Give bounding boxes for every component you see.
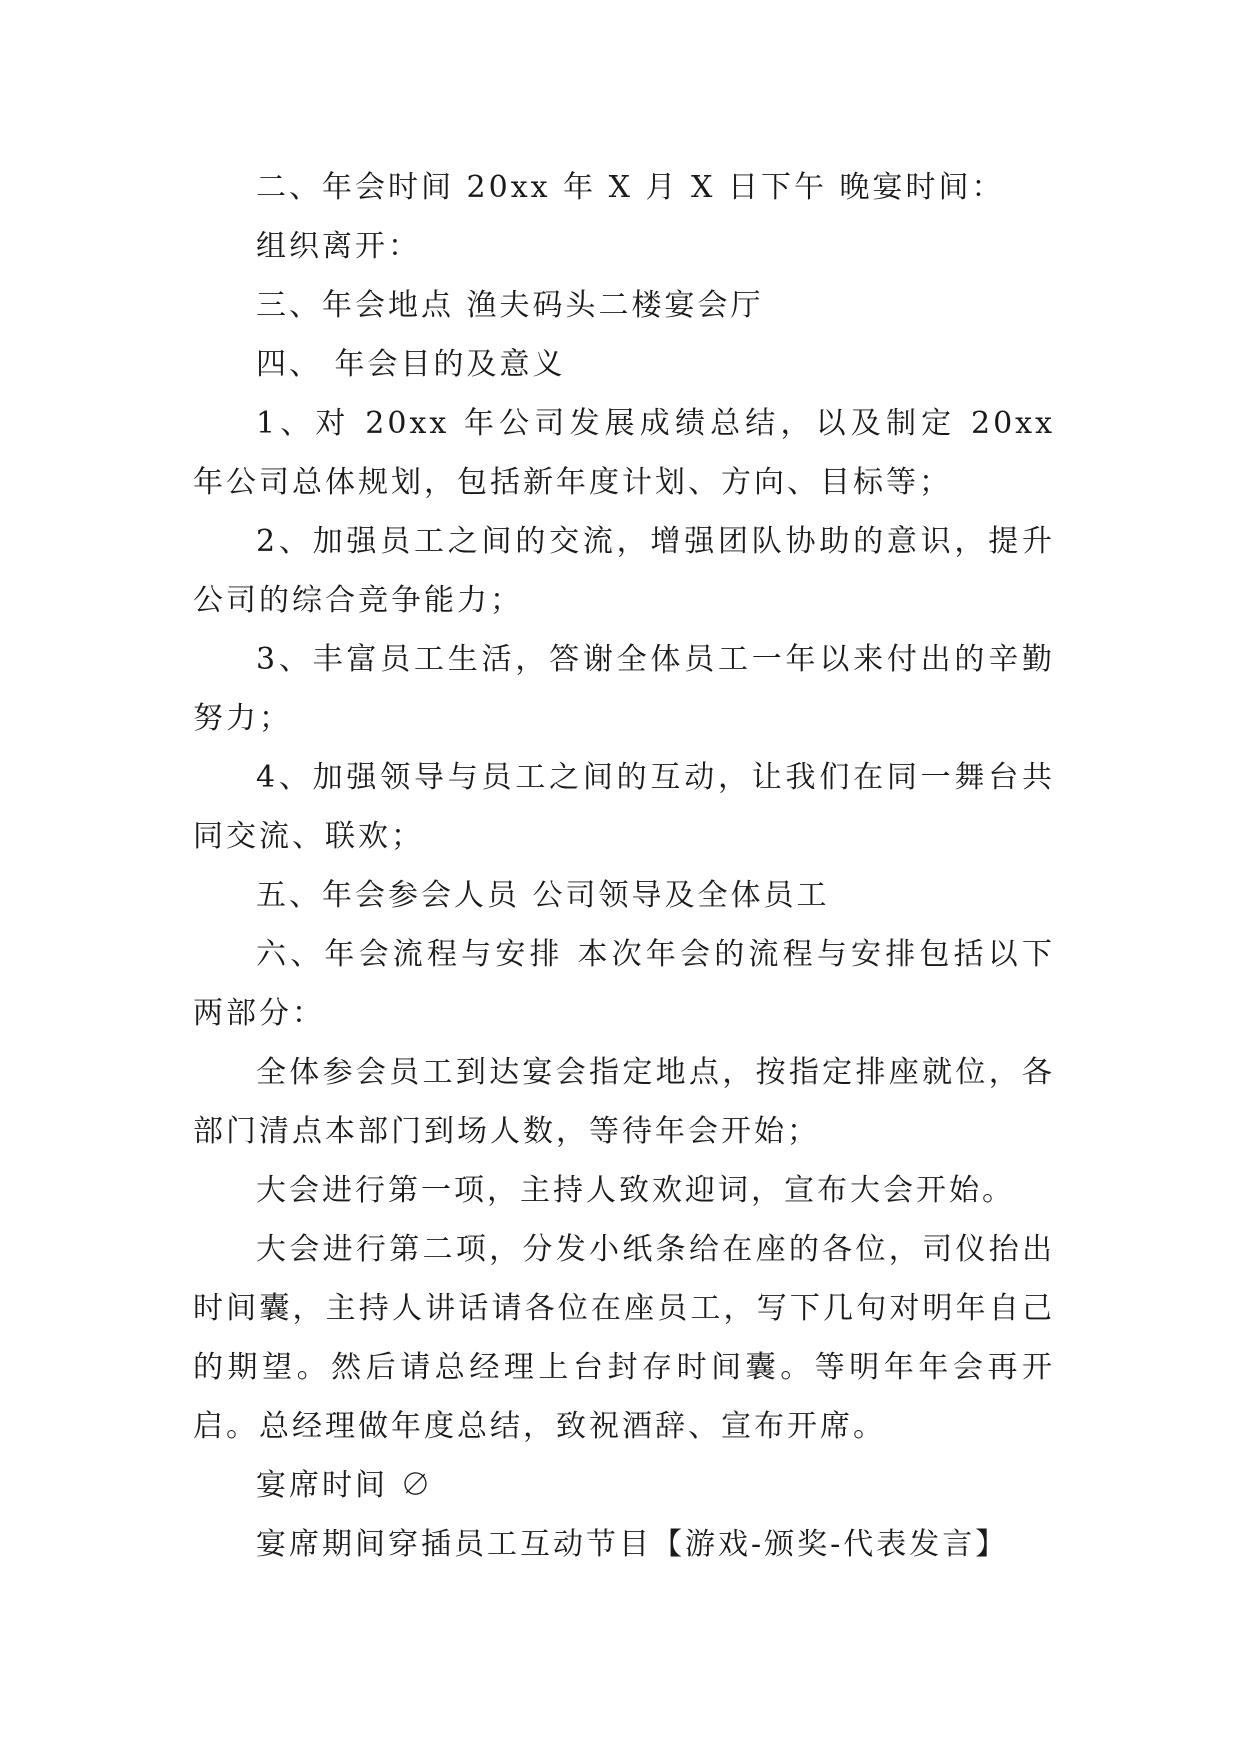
paragraph-meeting-venue: 三、年会地点 渔夫码头二楼宴会厅	[256, 288, 764, 323]
document-body	[193, 158, 1055, 1574]
paragraph-purpose-4: 4、加强领导与员工之间的互动，让我们在同一舞台共同交流、联欢；	[193, 760, 1055, 854]
paragraph-purpose-2: 2、加强员工之间的交流，增强团队协助的意识，提升公司的综合竞争能力；	[193, 524, 1055, 618]
paragraph-purpose-3: 3、丰富员工生活，答谢全体员工一年以来付出的辛勤努力；	[193, 642, 1055, 736]
paragraph-banquet-time: 宴席时间 ∅	[256, 1468, 434, 1503]
paragraph-item-1: 大会进行第一项，主持人致欢迎词，宣布大会开始。	[256, 1173, 1015, 1208]
paragraph-departure: 组织离开：	[256, 229, 421, 264]
paragraph-agenda-heading: 六、年会流程与安排 本次年会的流程与安排包括以下两部分：	[193, 937, 1055, 1031]
paragraph-purpose-1: 1、对 20xx 年公司发展成绩总结，以及制定 20xx 年公司总体规划，包括新年度计划、方向、目标等；	[193, 406, 1055, 500]
paragraph-attendees: 五、年会参会人员 公司领导及全体员工	[256, 878, 830, 913]
paragraph-purpose-heading: 四、 年会目的及意义	[256, 347, 566, 382]
paragraph-banquet-program: 宴席期间穿插员工互动节目【游戏-颁奖-代表发言】	[256, 1527, 1009, 1562]
paragraph-meeting-time: 二、年会时间 20xx 年 X 月 X 日下午 晚宴时间：	[256, 170, 1005, 205]
paragraph-arrival: 全体参会员工到达宴会指定地点，按指定排座就位，各部门清点本部门到场人数，等待年会开始；	[193, 1055, 1055, 1149]
paragraph-item-2: 大会进行第二项，分发小纸条给在座的各位，司仪抬出时间囊，主持人讲话请各位在座员工，写下几句对明年自己的期望。然后请总经理上台封存时间囊。等明年年会再开启。总经理做年度总结，致祝酒辞、宣布开席。	[193, 1232, 1055, 1444]
